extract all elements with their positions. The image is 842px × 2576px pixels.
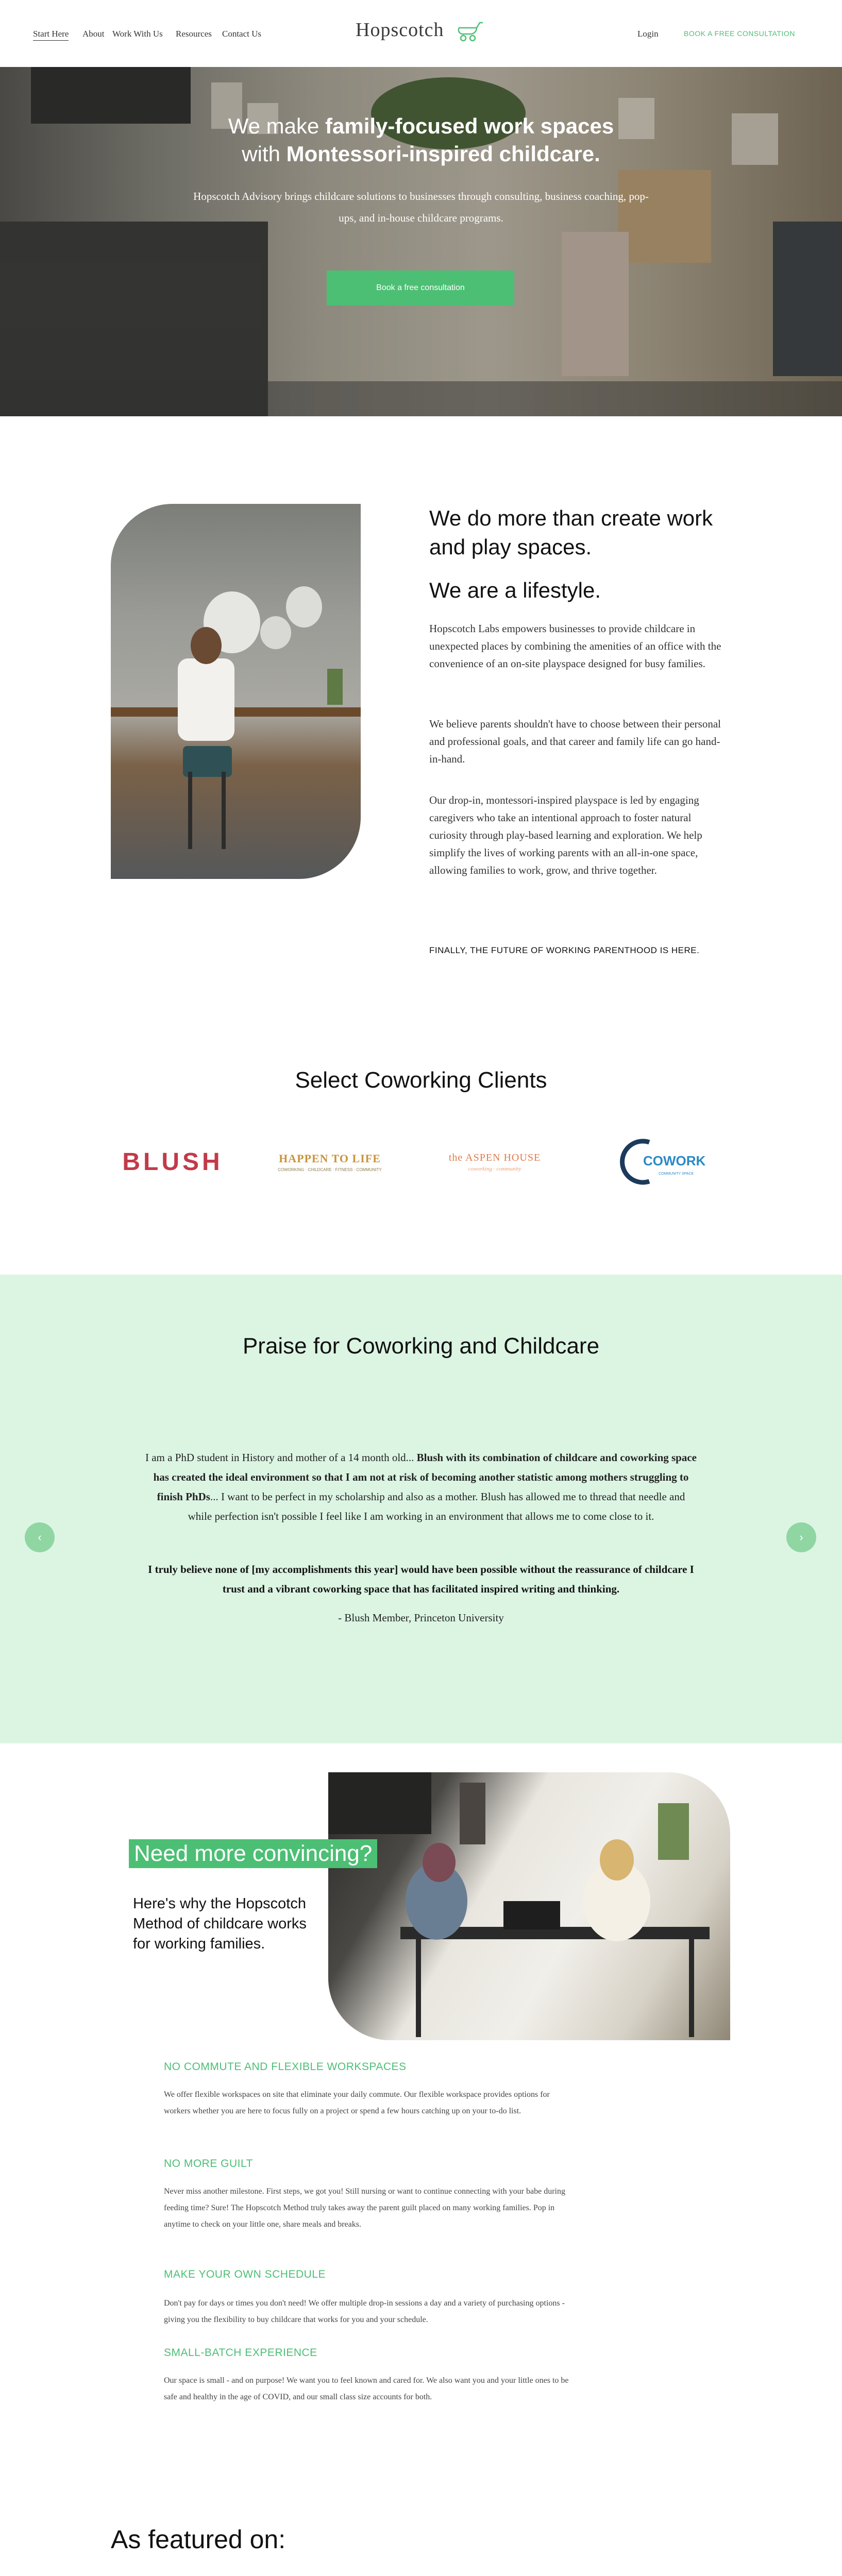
hero-line2-pre: with bbox=[242, 142, 287, 166]
convincing-badge: Need more convincing? bbox=[129, 1839, 377, 1868]
quote-part-1: I am a PhD student in History and mother of a 14 month old... bbox=[145, 1451, 417, 1464]
coworking-photo bbox=[328, 1772, 730, 2040]
about-heading-1: We do more than create work and play spaces. bbox=[429, 506, 713, 559]
about-paragraph-3: Our drop-in, montessori-inspired playspace is led by engaging caregivers who take an intentional approach to foster natural curiosity through play-based learning and exploration. We help simplify the lives of working parents with an all-in-one space, allowing families to work, grow, and thrive together. bbox=[429, 794, 702, 876]
client-logo-aspen-house bbox=[433, 1136, 557, 1188]
about-photo bbox=[111, 504, 361, 879]
praise-title: Praise for Coworking and Childcare bbox=[242, 1333, 600, 1359]
book-consultation-link[interactable]: BOOK A FREE CONSULTATION bbox=[684, 29, 795, 38]
client-happen-name: HAPPEN TO LIFE bbox=[279, 1151, 381, 1165]
quote-part-3: ... I want to be perfect in my scholarship and also as a mother. Blush has allowed me to thread that needle and while perfection isn't possible I feel like I am working in an environment that allows me to come close to it. bbox=[188, 1490, 685, 1522]
client-cowork-tagline: COMMUNITY SPACE bbox=[659, 1172, 694, 1176]
woman-at-desk-illustration bbox=[111, 504, 361, 879]
quote-part-2-bold: Blush with its combination of childcare and coworking space has created the ideal environment so that I am not at risk of becoming another statistic among mothers struggling to finish PhDs bbox=[153, 1451, 697, 1503]
feature-title-schedule: MAKE YOUR OWN SCHEDULE bbox=[164, 2268, 326, 2280]
site-logo[interactable]: Hopscotch bbox=[356, 19, 444, 41]
feature-title-small-batch: SMALL-BATCH EXPERIENCE bbox=[164, 2347, 317, 2359]
nav-work-with-us[interactable]: Work With Us bbox=[112, 29, 163, 39]
featured-title: As featured on: bbox=[111, 2525, 286, 2554]
stroller-icon bbox=[456, 21, 485, 42]
book-consultation-button[interactable]: Book a free consultation bbox=[327, 270, 514, 306]
hero-subtitle: Hopscotch Advisory brings childcare solutions to businesses through consulting, business coaching, pop-ups, and in-house childcare programs. bbox=[193, 190, 649, 224]
testimonial-quote bbox=[144, 1448, 698, 1526]
chevron-right-icon: › bbox=[799, 1531, 803, 1544]
nav-resources[interactable]: Resources bbox=[176, 29, 212, 39]
feature-title-commute: NO COMMUTE AND FLEXIBLE WORKSPACES bbox=[164, 2061, 407, 2073]
hero-line1-bold: family-focused work spaces bbox=[325, 114, 614, 138]
nav-start-here[interactable]: Start Here bbox=[33, 29, 69, 41]
hero-headline bbox=[163, 112, 679, 168]
client-aspen-tagline: coworking · community bbox=[468, 1165, 521, 1172]
client-logo-blush bbox=[111, 1136, 234, 1188]
client-happen-tagline: COWORKING · CHILDCARE · FITNESS · COMMUNITY bbox=[278, 1167, 382, 1172]
hero-line2-bold: Montessori-inspired childcare. bbox=[286, 142, 600, 166]
client-blush-name: BLUSH bbox=[122, 1148, 223, 1176]
client-logo-happen-to-life bbox=[263, 1136, 397, 1188]
hero-line1-pre: We make bbox=[228, 114, 326, 138]
carousel-prev-button[interactable] bbox=[25, 1522, 55, 1552]
testimonial-attribution: - Blush Member, Princeton University bbox=[338, 1612, 504, 1624]
about-paragraph-2: We believe parents shouldn't have to choose between their personal and professional goals, and that career and family life can go hand-in-hand. bbox=[429, 718, 721, 765]
convincing-subtitle: Here's why the Hopscotch Method of childcare works for working families. bbox=[133, 1895, 307, 1952]
feature-title-guilt: NO MORE GUILT bbox=[164, 2158, 253, 2170]
login-link[interactable]: Login bbox=[637, 29, 659, 39]
client-logo-cowork bbox=[613, 1136, 716, 1188]
feature-text-guilt: Never miss another milestone. First steps, we got you! Still nursing or want to continue connecting with your babe during feeding time? Sure! The Hopscotch Method truly takes away the parent guilt placed on many working families. Pop in anytime to check on your little one, share meals and breaks. bbox=[164, 2187, 565, 2229]
cowork-ring-icon bbox=[613, 1136, 716, 1188]
feature-text-schedule: Don't pay for days or times you don't need! We offer multiple drop-in sessions a day and a variety of purchasing options - giving you the flexibility to buy childcare that works for you and your schedule. bbox=[164, 2299, 565, 2324]
chevron-left-icon: ‹ bbox=[38, 1531, 42, 1544]
clients-title: Select Coworking Clients bbox=[295, 1067, 547, 1093]
carousel-next-button[interactable] bbox=[786, 1522, 816, 1552]
feature-text-commute: We offer flexible workspaces on site that eliminate your daily commute. Our flexible workspace provides options for workers whether you are here to focus fully on a project or spend a few hours catching up on your to-do list. bbox=[164, 2090, 550, 2115]
about-paragraph-1: Hopscotch Labs empowers businesses to provide childcare in unexpected places by combining the amenities of an office with the convenience of an on-site playspace designed for busy families. bbox=[429, 622, 721, 670]
site-header bbox=[0, 0, 842, 67]
about-heading-2: We are a lifestyle. bbox=[429, 578, 601, 602]
feature-text-small-batch: Our space is small - and on purpose! We want you to feel known and cared for. We also want you and your little ones to be safe and healthy in the age of COVID, and our small class size accounts for both. bbox=[164, 2376, 569, 2401]
testimonial-quote-bold: I truly believe none of [my accomplishments this year] would have been possible without the reassurance of childcare I trust and a vibrant coworking space that has facilitated inspired writing and thinking. bbox=[148, 1563, 694, 1595]
client-aspen-name: the ASPEN HOUSE bbox=[448, 1151, 541, 1163]
nav-contact-us[interactable]: Contact Us bbox=[222, 29, 262, 39]
nav-about[interactable]: About bbox=[82, 29, 105, 39]
client-cowork-name: COWORK bbox=[643, 1153, 706, 1168]
two-women-working-illustration bbox=[328, 1772, 730, 2040]
about-tagline: FINALLY, THE FUTURE OF WORKING PARENTHOOD IS HERE. bbox=[429, 945, 700, 955]
